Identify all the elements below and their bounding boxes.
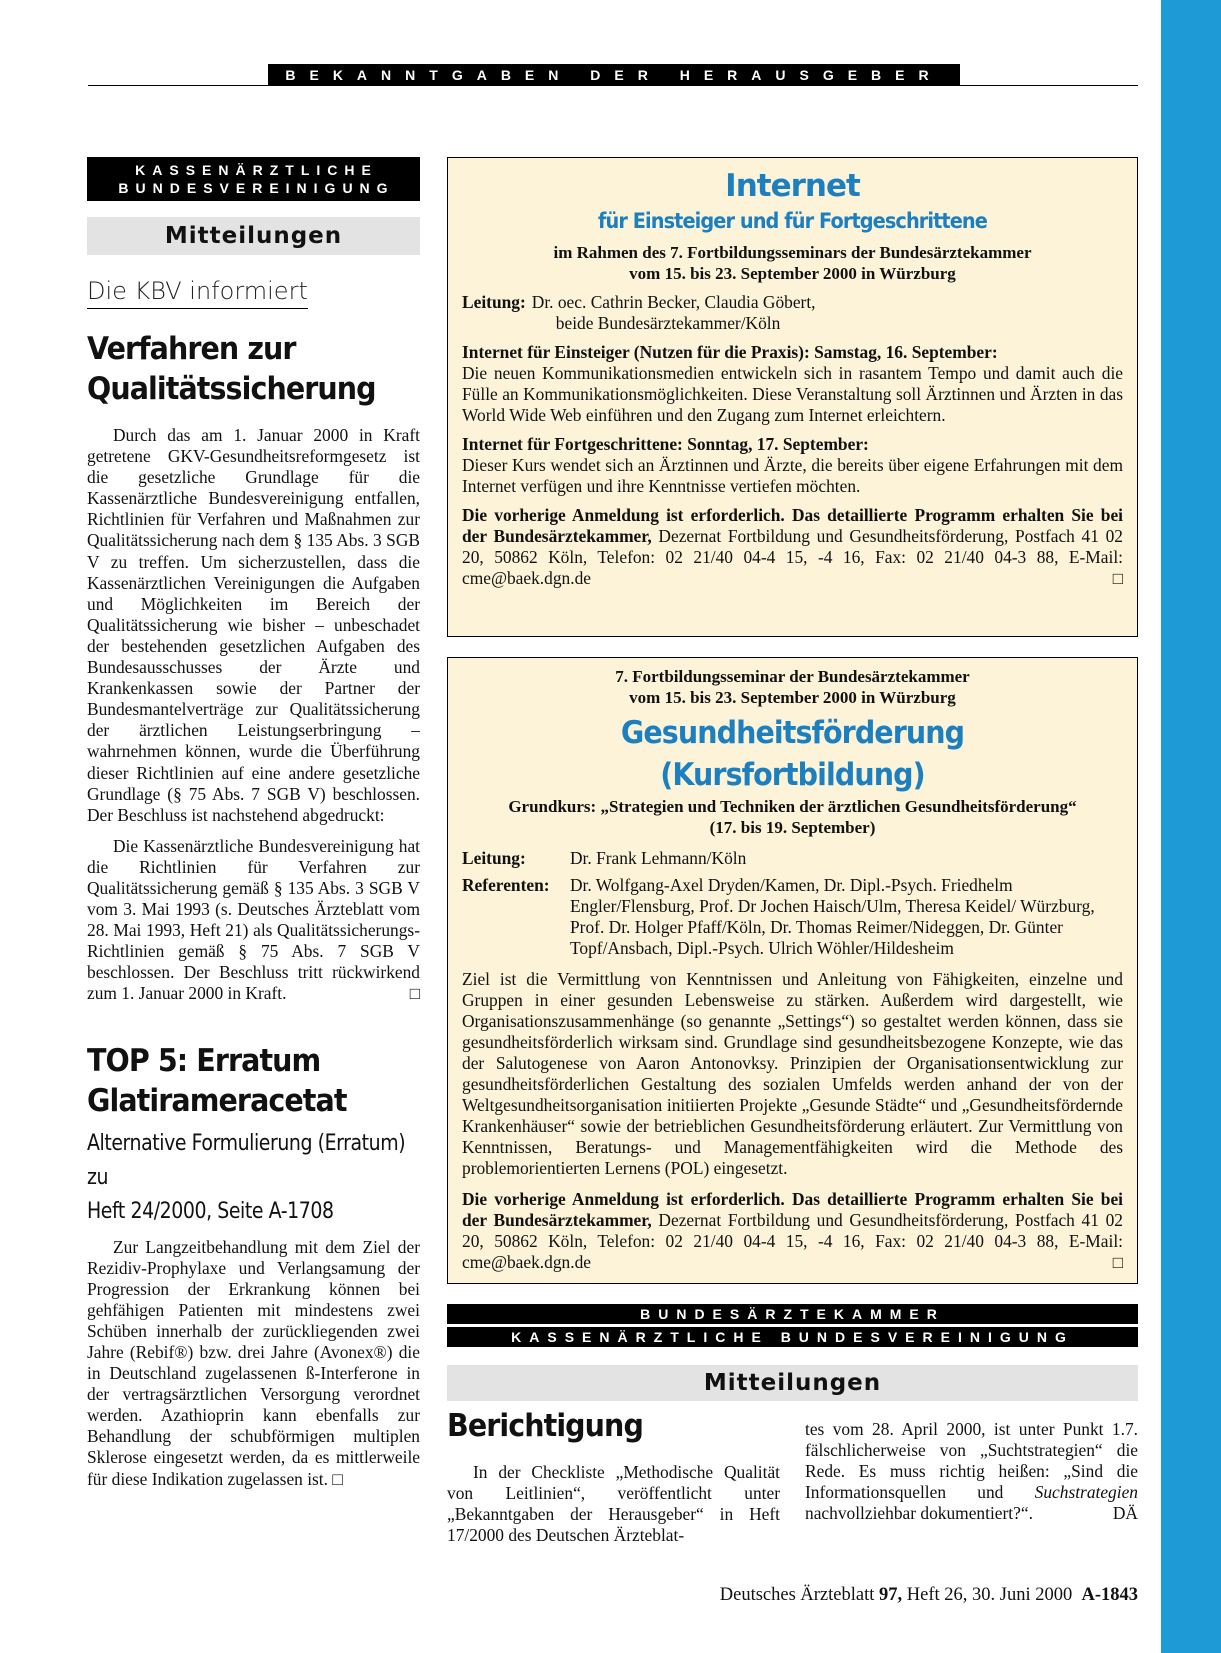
org-label-kbv [87, 157, 420, 201]
berichtigung-title: Berichtigung [447, 1408, 643, 1444]
article1-paragraph-1: Durch das am 1. Januar 2000 in Kraft getretene GKV-Gesundheitsreformgesetz ist die gesetzliche Grundlage für die Kassenärztliche Bundesvereinigung entfallen, Richtlinien für Verfahren und Maßnahmen zur Qualitätssicherung nach dem § 135 Abs. 3 SGB V zu treffen. Um sicherzustellen, dass die Kassenärztlichen Vereinigungen die Aufgaben und Möglichkeiten im Bereich der Qualitätssicherung wie bisher – unbeschadet der bestehenden gesetzlichen Aufgaben des Bundesausschusses der Ärzte und Krankenkassen sowie der Partner der Bundesmantelverträge zur Qualitätssicherung der ärztlichen Leistungserbringung – wahrnehmen können, wurde die Überführung dieser Richtlinien auf eine andere gesetzliche Grundlage (§ 75 Abs. 7 SGB V) beschlossen. Der Beschluss ist nachstehend abgedruckt: [87, 425, 420, 825]
berichtigung-text-1: In der Checkliste „Methodische Qualität von Leitlinien“, veröffentlicht unter „Bekanntgaben der Herausgeber“ in Heft 17/2000 des Deutschen Ärzteblat- [447, 1462, 780, 1546]
article1-title-line1: Verfahren zur [87, 331, 296, 367]
box1-leitung [462, 292, 1123, 334]
gesundheitsfoerderung-box [447, 657, 1138, 1284]
article2-subtitle-line1: Alternative Formulierung (Erratum) zu [87, 1130, 406, 1190]
end-mark-icon: □ [332, 1468, 343, 1489]
footer-page: A-1843 [1081, 1585, 1138, 1605]
box2-referenten-value: Dr. Wolfgang-Axel Dryden/Kamen, Dr. Dipl.-Psych. Friedhelm Engler/Flensburg, Prof. Dr Jochen Haisch/Ulm, Theresa Keidel/ Würzburg, Prof. Dr. Holger Pfaff/Köln, Dr. Thomas Reimer/Nideggen, Dr. Günter Topf/Ansbach, Dipl.-Psych. Ulrich Wöhler/Hildesheim [570, 875, 1095, 958]
box2-body: Ziel ist die Vermittlung von Kenntnissen und Anleitung von Fähigkeiten, einzelne und Gruppen in einer gesunden Lebensweise zu stärken. Außerdem wird dargestellt, wie Organisationszusammenhänge (so genannte „Settings“) so gestaltet werden können, dass sie gesundheitsförderlich wirksam sind. Grundlage sind gesundheitsbezogene Konzepte, wie das der Salutogenese von Aaron Antonovksy. Prinzipien der Organisationsentwicklung zur gesundheitsförderlichen Gestaltung des sozialen Umfelds werden anhand der von der Weltgesundheitsorganisation initiierten Projekte „Gesunde Städte“ und „Gesundheitsfördernde Krankenhäuser“ sowie der betrieblichen Gesundheitsförderung erläutert. Zur Vermittlung von Kenntnissen, Beratungs- und Managementfähigkeiten wird die Methode des problemorientierten Lernens (POL) eingesetzt. [462, 969, 1123, 1178]
header-rule [88, 85, 1138, 86]
org-label-baek: BUNDESÄRZTEKAMMER [447, 1304, 1138, 1324]
box2-anmeldung-bold: Die vorherige Anmeldung ist erforderlich. Das detaillierte Programm erhalten Sie bei der Bundesärztekammer, [462, 1189, 1123, 1230]
berichtigung-text-2a: tes vom 28. April 2000, ist unter Punkt 1.7. fälschlicherweise von „Suchtstrategien“ die Rede. Es muss richtig heißen: „Sind die Informationsquellen und [805, 1419, 1138, 1503]
berichtigung-text-2b: nachvollziehbar dokumentiert?“. [805, 1503, 1033, 1524]
box2-context [462, 666, 1123, 708]
box2-referenten-label: Referenten: [462, 875, 550, 895]
page-footer [720, 1585, 1138, 1606]
footer-issue: Heft 26, 30. Juni 2000 [902, 1585, 1082, 1605]
box2-title: Gesundheitsförderung (Kursfortbildung) [620, 715, 965, 793]
box1-fort-text: Dieser Kurs wendet sich an Ärztinnen und Ärzte, die bereits über eigene Erfahrungen mit dem Internet verfügen und ihre Kenntnisse vertiefen möchten. [462, 455, 1123, 496]
box2-leitung-label: Leitung: [462, 848, 526, 868]
box1-context-line1: im Rahmen des 7. Fortbildungsseminars der Bundesärztekammer [553, 243, 1032, 262]
section-mitteilungen: Mitteilungen [87, 217, 420, 255]
org-line-1: KASSENÄRZTLICHE [135, 162, 378, 178]
box2-context-line2: vom 15. bis 23. September 2000 in Würzburg [629, 688, 956, 707]
footer-journal: Deutsches Ärzteblatt [719, 1585, 879, 1605]
berichtigung-text-2-italic: Suchstrategien [1034, 1482, 1138, 1503]
box2-leitung-value: Dr. Frank Lehmann/Köln [570, 848, 747, 868]
end-mark-icon: □ [1112, 569, 1123, 588]
article1-body [87, 425, 420, 1005]
box2-grundkurs-line2: (17. bis 19. September) [709, 818, 876, 837]
berichtigung-column-2 [805, 1419, 1138, 1524]
article2-paragraph-1-text: Zur Langzeitbehandlung mit dem Ziel der Rezidiv-Prophylaxe und Verlangsamung der Progression der Erkrankung können bei gehfähigen Patienten mit mindestens zwei Schüben innerhalb der zurückliegenden zwei Jahre (Rebif®) bzw. drei Jahre (Avonex®) die in Deutschland zugelassenen ß-Interferone in der vertragsärztlichen Versorgung verordnet werden. Azathioprin kann ebenfalls zur Behandlung der schubförmigen multiplen Sklerose eingesetzt werden, da es mittlerweile für diese Indikation zugelassen ist. [87, 1236, 420, 1489]
box2-grundkurs-line1: Grundkurs: „Strategien und Techniken der ärztlichen Gesundheitsförderung“ [508, 797, 1077, 816]
article1-title-line2: Qualitätssicherung [87, 371, 376, 407]
section-mitteilungen-2: Mitteilungen [447, 1365, 1138, 1401]
footer-volume: 97, [879, 1585, 903, 1605]
end-mark-icon: □ [1112, 1253, 1123, 1272]
kicker: Die KBV informiert [87, 277, 308, 309]
article1-paragraph-2 [87, 836, 420, 1005]
box1-context-line2: vom 15. bis 23. September 2000 in Würzburg [629, 264, 956, 283]
end-mark-icon: □ [409, 984, 420, 1004]
section-header-band: BEKANNTGABEN DER HERAUSGEBER [268, 64, 960, 86]
box1-einsteiger-text: Die neuen Kommunikationsmedien entwickeln sich in rasantem Tempo und damit auch die Fülle an Kommunikationsmöglichkeiten. Diese Veranstaltung soll Ärztinnen und Ärzten in das World Wide Web einführen und den Zugang zum Internet erleichtern. [462, 363, 1123, 425]
article2-body [87, 1237, 420, 1490]
box1-leitung-line1: Dr. oec. Cathrin Becker, Claudia Göbert, [531, 292, 816, 312]
article2-title-line1: TOP 5: Erratum [87, 1042, 321, 1079]
box1-leitung-line2: beide Bundesärztekammer/Köln [555, 313, 781, 333]
org-label-kbv-2: KASSENÄRZTLICHE BUNDESVEREINIGUNG [447, 1327, 1138, 1347]
article2-subtitle-line2: Heft 24/2000, Seite A-1708 [87, 1198, 334, 1224]
box1-leitung-label: Leitung: [462, 292, 526, 312]
article2-subtitle [87, 1127, 420, 1229]
box2-leitung [462, 848, 1123, 869]
org-line-2: BUNDESVEREINIGUNG [118, 180, 395, 196]
article2-title [87, 1041, 420, 1121]
box2-referenten [462, 875, 1123, 959]
berichtigung-column-1 [447, 1462, 780, 1546]
box1-anmeldung-bold: Die vorherige Anmeldung ist erforderlich. Das detaillierte Programm erhalten Sie bei der Bundesärztekammer, [462, 505, 1123, 546]
blue-side-bar [1161, 0, 1221, 1653]
box1-anmeldung-text: Dezernat Fortbildung und Gesundheitsförderung, Postfach 41 02 20, 50862 Köln, Telefon: 02 21/40 04-4 15, -4 16, Fax: 02 21/40 04-3 88, E-Mail: cme@baek.dgn.de [462, 526, 1124, 588]
box1-context [462, 242, 1123, 284]
signature: DÄ [1112, 1503, 1138, 1524]
box1-einsteiger-heading: Internet für Einsteiger (Nutzen für die Praxis): Samstag, 16. September: [462, 342, 998, 362]
box2-context-line1: 7. Fortbildungsseminar der Bundesärztekammer [615, 667, 970, 686]
box1-title: Internet [725, 168, 860, 204]
box2-anmeldung [462, 1189, 1123, 1273]
internet-course-box [447, 157, 1138, 637]
box1-fortgeschrittene [462, 434, 1123, 497]
box2-anmeldung-text: Dezernat Fortbildung und Gesundheitsförderung, Postfach 41 02 20, 50862 Köln, Telefon: 02 21/40 04-4 15, -4 16, Fax: 02 21/40 04-3 88, E-Mail: cme@baek.dgn.de [462, 1210, 1124, 1272]
box1-fort-heading: Internet für Fortgeschrittene: Sonntag, 17. September: [462, 434, 869, 454]
box2-grundkurs [462, 796, 1123, 838]
box1-leitung-value [532, 292, 816, 334]
article2-title-line2: Glatirameracetat [87, 1082, 347, 1119]
box1-anmeldung [462, 505, 1123, 589]
article2-paragraph-1 [87, 1237, 420, 1490]
left-column [87, 157, 420, 1490]
article1-title [87, 329, 420, 409]
box1-subtitle: für Einsteiger und für Fortgeschrittene [598, 209, 987, 233]
box1-einsteiger [462, 342, 1123, 426]
article1-paragraph-2-text: Die Kassenärztliche Bundesvereinigung hat die Richtlinien für Verfahren zur Qualitätssicherung gemäß § 135 Abs. 3 SGB V vom 3. Mai 1993 (s. Deutsches Ärzteblatt vom 28. Mai 1993, Heft 21) als Qualitätssicherungs-Richtlinien gemäß § 75 Abs. 7 SGB V beschlossen. Der Beschluss tritt rückwirkend zum 1. Januar 2000 in Kraft. [87, 835, 420, 1004]
